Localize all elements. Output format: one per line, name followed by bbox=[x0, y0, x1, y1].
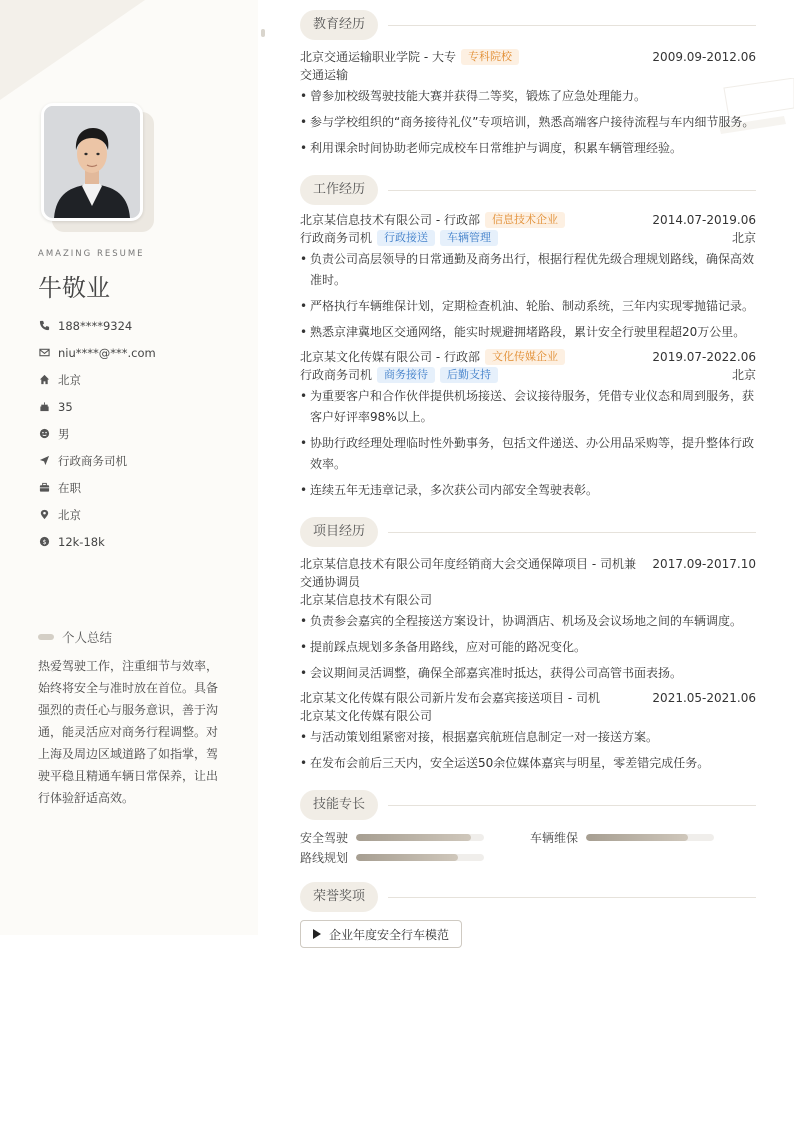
skill-bar-track bbox=[356, 854, 484, 861]
list-item: • 参与学校组织的“商务接待礼仪”专项培训，熟悉高端客户接待流程与车内细节服务。 bbox=[300, 112, 756, 133]
skills-section-header bbox=[300, 790, 756, 820]
project-entry-1 bbox=[300, 555, 756, 684]
project-bullets bbox=[300, 727, 756, 774]
work-date: 2014.07-2019.06 bbox=[652, 213, 756, 227]
skills-list bbox=[300, 828, 756, 866]
education-title: 教育经历 bbox=[300, 10, 378, 40]
skill-bar-fill bbox=[356, 854, 458, 861]
svg-text:$: $ bbox=[41, 537, 47, 546]
list-item: • 提前踩点规划多条备用路线，应对可能的路况变化。 bbox=[300, 637, 756, 658]
work-position: 行政商务司机 bbox=[300, 231, 373, 245]
list-item: • 曾参加校级驾驶技能大赛并获得二等奖，锻炼了应急处理能力。 bbox=[300, 86, 756, 107]
skill-item bbox=[300, 848, 530, 866]
work-section-header bbox=[300, 175, 756, 205]
contact-status bbox=[38, 474, 156, 501]
contact-position bbox=[38, 447, 156, 474]
send-icon bbox=[38, 455, 50, 467]
contact-status-value: 在职 bbox=[58, 480, 81, 495]
project-name-continued: 交通协调员 bbox=[300, 575, 361, 589]
contact-salary-value: 12k-18k bbox=[58, 534, 105, 549]
section-divider bbox=[388, 25, 756, 26]
skill-label: 车辆维保 bbox=[530, 830, 579, 845]
work-title: 工作经历 bbox=[300, 175, 378, 205]
summary-title: 个人总结 bbox=[62, 630, 113, 645]
work-company: 北京某信息技术有限公司 - 行政部 bbox=[300, 213, 480, 227]
projects-section-header bbox=[300, 517, 756, 547]
play-triangle-icon bbox=[313, 929, 321, 939]
honors-section-header bbox=[300, 882, 756, 912]
work-company: 北京某文化传媒有限公司 - 行政部 bbox=[300, 350, 480, 364]
section-divider bbox=[388, 190, 756, 191]
list-item: • 会议期间灵活调整，确保全部嘉宾准时抵达，获得公司高管书面表扬。 bbox=[300, 663, 756, 684]
skill-bar-track bbox=[586, 834, 714, 841]
work-skill-tag: 后勤支持 bbox=[440, 367, 498, 383]
work-entry-2 bbox=[300, 348, 756, 501]
work-city: 北京 bbox=[731, 231, 756, 245]
contact-home-value: 北京 bbox=[58, 372, 81, 387]
work-bullets bbox=[300, 386, 756, 501]
project-date: 2017.09-2017.10 bbox=[652, 557, 756, 571]
work-skill-tag: 商务接待 bbox=[377, 367, 435, 383]
skill-item bbox=[530, 828, 760, 846]
honor-label: 企业年度安全行车模范 bbox=[329, 927, 450, 942]
education-school: 北京交通运输职业学院 - 大专 bbox=[300, 50, 456, 64]
corner-decoration bbox=[0, 0, 145, 100]
location-pin-icon bbox=[38, 509, 50, 521]
education-major: 交通运输 bbox=[300, 68, 349, 82]
summary-heading-marker bbox=[38, 634, 54, 640]
contact-home bbox=[38, 366, 156, 393]
resume-tagline: AMAZING RESUME bbox=[38, 249, 145, 259]
contact-location bbox=[38, 501, 156, 528]
contact-position-value: 行政商务司机 bbox=[58, 453, 127, 468]
skill-item bbox=[300, 828, 530, 846]
work-position: 行政商务司机 bbox=[300, 368, 373, 382]
work-company-tag: 信息技术企业 bbox=[485, 212, 565, 228]
project-name: 北京某信息技术有限公司年度经销商大会交通保障项目 - 司机兼 bbox=[300, 557, 636, 571]
list-item: • 为重要客户和合作伙伴提供机场接送、会议接待服务，凭借专业仪态和周到服务，获客户好评率98%以上。 bbox=[300, 386, 756, 428]
education-section-header bbox=[300, 10, 756, 40]
work-skill-tag: 车辆管理 bbox=[440, 230, 498, 246]
salary-icon bbox=[38, 536, 50, 548]
contact-age-value: 35 bbox=[58, 399, 73, 414]
list-item: • 连续五年无违章记录，多次获公司内部安全驾驶表彰。 bbox=[300, 480, 756, 501]
skills-title: 技能专长 bbox=[300, 790, 378, 820]
projects-title: 项目经历 bbox=[300, 517, 378, 547]
contact-gender-value: 男 bbox=[58, 426, 70, 441]
section-divider bbox=[388, 805, 756, 806]
list-item: • 负责公司高层领导的日常通勤及商务出行，根据行程优先级合理规划路线，确保高效准时。 bbox=[300, 249, 756, 291]
skill-bar-fill bbox=[586, 834, 688, 841]
work-date: 2019.07-2022.06 bbox=[652, 350, 756, 364]
contact-list bbox=[38, 312, 156, 555]
work-bullets bbox=[300, 249, 756, 343]
decorative-dot bbox=[261, 29, 265, 37]
gender-icon bbox=[38, 428, 50, 440]
list-item: • 与活动策划组紧密对接，根据嘉宾航班信息制定一对一接送方案。 bbox=[300, 727, 756, 748]
work-company-tag: 文化传媒企业 bbox=[485, 349, 565, 365]
list-item: • 熟悉京津冀地区交通网络，能实时规避拥堵路段，累计安全行驶里程超20万公里。 bbox=[300, 322, 756, 343]
contact-gender bbox=[38, 420, 156, 447]
honor-item[interactable] bbox=[300, 920, 462, 948]
skill-bar-fill bbox=[356, 834, 471, 841]
contact-phone bbox=[38, 312, 156, 339]
profile-photo bbox=[41, 103, 143, 221]
home-icon bbox=[38, 374, 50, 386]
mail-icon bbox=[38, 347, 50, 359]
project-org: 北京某信息技术有限公司 bbox=[300, 593, 433, 607]
contact-phone-value: 188****9324 bbox=[58, 318, 133, 333]
main-content bbox=[300, 10, 756, 948]
contact-age bbox=[38, 393, 156, 420]
candidate-name: 牛敬业 bbox=[38, 274, 110, 302]
summary-heading bbox=[38, 628, 112, 646]
list-item: • 严格执行车辆维保计划，定期检查机油、轮胎、制动系统，三年内实现零抛锚记录。 bbox=[300, 296, 756, 317]
contact-location-value: 北京 bbox=[58, 507, 81, 522]
education-date: 2009.09-2012.06 bbox=[652, 50, 756, 64]
list-item: • 利用课余时间协助老师完成校车日常维护与调度，积累车辆管理经验。 bbox=[300, 138, 756, 159]
project-entry-2 bbox=[300, 689, 756, 774]
work-city: 北京 bbox=[731, 368, 756, 382]
briefcase-icon bbox=[38, 482, 50, 494]
contact-email bbox=[38, 339, 156, 366]
work-entry-1 bbox=[300, 211, 756, 343]
project-bullets bbox=[300, 611, 756, 684]
project-date: 2021.05-2021.06 bbox=[652, 691, 756, 705]
list-item: • 在发布会前后三天内，安全运送50余位媒体嘉宾与明星，零差错完成任务。 bbox=[300, 753, 756, 774]
list-item: • 协助行政经理处理临时性外勤事务，包括文件递送、办公用品采购等，提升整体行政效率。 bbox=[300, 433, 756, 475]
skill-bar-track bbox=[356, 834, 484, 841]
education-school-tag: 专科院校 bbox=[461, 49, 519, 65]
section-divider bbox=[388, 897, 756, 898]
skill-label: 路线规划 bbox=[300, 850, 349, 865]
project-org: 北京某文化传媒有限公司 bbox=[300, 709, 433, 723]
education-bullets bbox=[300, 86, 756, 159]
project-name: 北京某文化传媒有限公司新片发布会嘉宾接送项目 - 司机 bbox=[300, 691, 600, 705]
phone-icon bbox=[38, 320, 50, 332]
summary-text: 热爱驾驶工作，注重细节与效率，始终将安全与准时放在首位。具备强烈的责任心与服务意识，善于沟通，能灵活应对商务行程调整。对上海及周边区域道路了如指掌，驾驶平稳且精通车辆日常保养，让出行体验舒适高效。 bbox=[38, 659, 219, 805]
contact-salary bbox=[38, 528, 156, 555]
cake-icon bbox=[38, 401, 50, 413]
education-entry bbox=[300, 48, 756, 159]
section-divider bbox=[388, 532, 756, 533]
work-skill-tag: 行政接送 bbox=[377, 230, 435, 246]
skill-label: 安全驾驶 bbox=[300, 830, 349, 845]
list-item: • 负责参会嘉宾的全程接送方案设计，协调酒店、机场及会议场地之间的车辆调度。 bbox=[300, 611, 756, 632]
honors-title: 荣誉奖项 bbox=[300, 882, 378, 912]
contact-email-value: niu****@***.com bbox=[58, 345, 156, 360]
